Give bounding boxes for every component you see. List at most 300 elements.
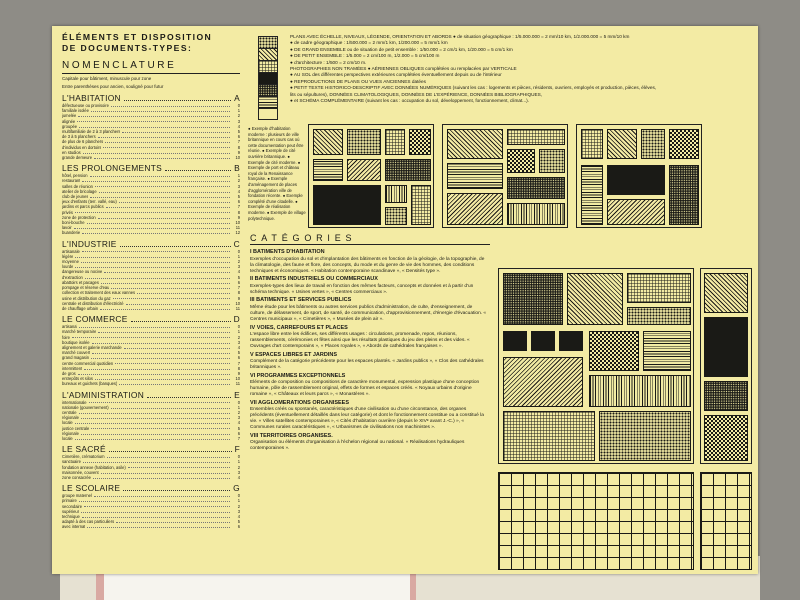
- row-number: 3: [237, 415, 240, 421]
- categories-list: [250, 248, 488, 452]
- row-number: 8: [237, 144, 240, 150]
- row-label: privés: [62, 209, 73, 215]
- dot-leader: [106, 204, 230, 208]
- dot-leader: [104, 269, 230, 273]
- diagram-block: [507, 129, 565, 145]
- section-heading: [62, 483, 240, 493]
- row-number: 1: [237, 173, 240, 179]
- row-number: 2: [237, 113, 240, 119]
- dot-leader: [147, 397, 231, 398]
- row-label: entrepôts et silos: [62, 376, 93, 382]
- row-number: 7: [237, 204, 240, 210]
- section-heading: [62, 239, 240, 249]
- section-name: LES PROLONGEMENTS: [62, 163, 163, 174]
- main-title-line2: DE DOCUMENTS-TYPES:: [62, 43, 193, 53]
- diagram-block: [607, 199, 665, 225]
- row-number: 6: [237, 279, 240, 285]
- row-number: 9: [237, 370, 240, 376]
- nomenclature-row: [62, 155, 240, 160]
- dot-leader: [90, 173, 231, 177]
- diagram-block: [313, 185, 381, 225]
- row-label: alignée: [62, 118, 76, 124]
- row-label: Cimetière, crématorium: [62, 454, 105, 460]
- section-name: LE COMMERCE: [62, 314, 128, 325]
- diagram-panel-1: [308, 124, 434, 228]
- legend-line: ● et SCHÉMA COMPLÉMENTAIRE (suivant les cas : occupation du sol, développement, fonctionnement, climat...).: [290, 98, 530, 104]
- section-name: LE SACRÉ: [62, 444, 106, 455]
- dot-leader: [87, 220, 230, 224]
- row-label: centrale et distribution d'électricité: [62, 300, 124, 306]
- row-number: 2: [237, 503, 240, 509]
- diagram-block: [581, 165, 603, 225]
- row-label: de plus de 6 planchers: [62, 139, 104, 145]
- row-label: régionale: [62, 415, 79, 421]
- diagram-block: [669, 129, 699, 159]
- row-number: 1: [237, 253, 240, 259]
- legend-line: lits ou sépultures), DONNÉES CLIMATOLOGIQUES, DONNÉES DE L'EXPÉRIENCE, DONNÉES BIBLIOGRAPHIQUES,: [290, 91, 543, 97]
- row-number: 7: [237, 360, 240, 366]
- diagram-block: [581, 129, 603, 159]
- row-number: 10: [235, 376, 240, 382]
- row-number: 6: [237, 355, 240, 361]
- dot-leader: [131, 321, 231, 322]
- row-number: 2: [237, 409, 240, 415]
- dot-leader: [101, 470, 230, 474]
- diagram-block: [447, 129, 503, 159]
- row-number: 0: [237, 324, 240, 330]
- dot-leader: [113, 296, 230, 300]
- legend-line: ● DE PETIT ENSEMBLE : 1/5.000 = 2 cm/100 m, 1/2.000 = 5 cm/100 m: [290, 53, 440, 59]
- legend-swatch: [259, 85, 277, 97]
- row-label: club de jeunes: [62, 194, 89, 200]
- diagram-panel-4: [498, 268, 694, 464]
- row-label: boni-bouche: [62, 220, 85, 226]
- legend-swatch: [259, 61, 277, 73]
- diagram-block: [507, 203, 565, 225]
- row-label: foire: [62, 334, 70, 340]
- dot-leader: [72, 335, 230, 339]
- row-label: centre commercial quotidien: [62, 360, 114, 366]
- row-label: internationale: [62, 399, 87, 405]
- row-label: atelier de bricolage: [62, 188, 97, 194]
- row-label: légère: [62, 253, 74, 259]
- row-label: sanctuaire: [62, 459, 81, 465]
- row-number: 6: [237, 199, 240, 205]
- diagram-block: [627, 307, 691, 325]
- category-heading: V ESPACES LIBRES ET JARDINS: [250, 351, 337, 358]
- diagram-block: [447, 163, 503, 189]
- section-heading: [62, 390, 240, 400]
- dot-leader: [79, 410, 230, 414]
- row-label: jumelée: [62, 113, 77, 119]
- row-number: 0: [237, 454, 240, 460]
- row-number: 5: [237, 129, 240, 135]
- row-number: 6: [237, 524, 240, 530]
- dot-leader: [90, 194, 230, 198]
- row-label: zone de protection: [62, 214, 96, 220]
- dot-leader: [120, 246, 231, 247]
- row-number: 4: [237, 344, 240, 350]
- row-number: 10: [235, 220, 240, 226]
- nomenclature-section: [62, 444, 240, 480]
- nomenclature-title: NOMENCLATURE: [62, 60, 240, 74]
- row-label: moyenne: [62, 259, 79, 265]
- dot-leader: [92, 350, 230, 354]
- row-number: 6: [237, 134, 240, 140]
- diagram-block: [627, 273, 691, 303]
- row-label: centrale: [62, 409, 77, 415]
- diagram-block: [607, 165, 665, 195]
- row-label: défectueuse ou provisoire: [62, 103, 109, 108]
- row-label: familiale isolée: [62, 108, 89, 114]
- category-heading: II BATIMENTS INDUSTRIELS OU COMMERCIAUX: [250, 276, 378, 283]
- row-number: 0: [237, 399, 240, 405]
- example-description: ● Exemple d'habitation moderne : plusieurs de ville britannique en cours cas où cette documentation peut être réunie. ● Exemple de cité ouvrière britannique. ● Exemple de cité moderne. ● Exemple de port et château royal de la Renaissance française. ● Exemple d'aménagement de places d'agglomération ville de fondation récente. ● Exemple complété d'une citadelle. ● Exemple de réalisation moderne. ● Exemple de village polytechnique.: [248, 126, 306, 221]
- row-number: 12: [235, 230, 240, 236]
- row-label: en studios: [62, 149, 81, 155]
- section-letter: C: [233, 238, 240, 249]
- legend-line: ● PETIT TEXTE HISTORICO-DESCRIPTIF AVEC DONNÉES NUMÉRIQUES (suivant les cas : logements et pièces, résidents, ouvriers, employés et production, pièces, élèves,: [290, 85, 657, 91]
- row-label: primaire: [62, 498, 77, 504]
- section-heading: [62, 444, 240, 454]
- row-label: marché temporaire: [62, 329, 97, 335]
- diagram-block: [559, 331, 583, 351]
- dot-leader: [115, 361, 230, 365]
- row-number: 5: [237, 350, 240, 356]
- dot-leader: [91, 426, 230, 430]
- row-label: artisanal: [62, 324, 78, 330]
- dot-leader: [100, 306, 230, 310]
- diagram-panel-3: [576, 124, 702, 228]
- row-number: 0: [237, 248, 240, 254]
- diagram-block: [704, 273, 748, 313]
- row-number: 2: [237, 334, 240, 340]
- diagram-block: [567, 273, 623, 325]
- row-number: 2: [237, 464, 240, 470]
- row-label: alignement et galerie marchande: [62, 344, 122, 350]
- dot-leader: [98, 215, 230, 219]
- diagram-block: [313, 159, 343, 181]
- row-label: boutique isolée: [62, 339, 90, 345]
- category-heading: I BATIMENTS D'HABITATION: [250, 249, 325, 256]
- dot-leader: [83, 459, 230, 463]
- categories-title: CATÉGORIES: [250, 232, 490, 245]
- legend-line: ● d'architecture : 1/500 = 2 cm/10 m.: [290, 59, 367, 65]
- diagram-block: [385, 129, 405, 155]
- row-number: 1: [237, 498, 240, 504]
- section-letter: B: [234, 163, 240, 174]
- dot-leader: [84, 366, 230, 370]
- dot-leader: [81, 415, 230, 419]
- category-description: Exemples d'occupation du sol et d'implantation des bâtiments en fonction de la géologie, de la topographie, de la climatologie, des faune et flore, des concepts, du mode et du genre de vie des hommes, des conditions techniques et économiques. « Habitation contemporaine scandinave », « Densités type ».: [250, 256, 485, 274]
- diagram-block: [385, 207, 407, 225]
- category-heading: IV VOIES, CARREFOURS ET PLACES: [250, 324, 348, 331]
- dot-leader: [87, 524, 230, 528]
- grid-diagram: [498, 472, 694, 570]
- dot-leader: [128, 465, 230, 469]
- dot-leader: [137, 290, 230, 294]
- grid-diagram: [700, 472, 752, 570]
- row-label: jardins et parcs publics: [62, 204, 104, 210]
- nomenclature-row: [62, 475, 240, 480]
- row-number: 8: [237, 365, 240, 371]
- diagram-block: [447, 193, 503, 225]
- row-label: salles de réunion: [62, 183, 93, 189]
- row-label: artisanale: [62, 248, 80, 254]
- diagram-block: [607, 129, 637, 159]
- row-label: avec internat: [62, 524, 86, 530]
- dot-leader: [92, 340, 230, 344]
- dot-leader: [79, 324, 230, 328]
- row-number: 5: [237, 519, 240, 525]
- legend-line: ● de cadre géographique : 1/500.000 = 2 mm/1 km, 1/200.000 = 5 mm/1 km: [290, 40, 448, 46]
- dot-leader: [75, 264, 230, 268]
- row-label: maisonnée, couvent: [62, 469, 99, 475]
- row-label: de 3 à 5 planchers: [62, 134, 96, 140]
- row-label: de chauffage urbain: [62, 305, 99, 311]
- diagram-block: [531, 331, 555, 351]
- section-heading: [62, 93, 240, 103]
- dot-leader: [119, 381, 230, 385]
- category-description: L'espace libre entre les édifices, ses différents usages : circulations, promenade, repos, réunions, rassemblements, cérémonies et fêtes ainsi que les résultats plastiques du jeu des pleins et des vides. « Ouvrages d'art contemporains », « Places royales », « Abords de cathédrales françaises ».: [250, 331, 470, 350]
- category-description: Organisation ou éléments d'organisation à l'échelon régional ou national. « Réalisations hydrauliques contemporaines ».: [250, 440, 465, 452]
- dot-leader: [83, 150, 230, 154]
- row-label: grande demeure: [62, 155, 93, 161]
- document-page: [52, 26, 758, 574]
- row-label: restaurant: [62, 178, 81, 184]
- row-number: 3: [237, 469, 240, 475]
- dot-leader: [79, 498, 230, 502]
- row-number: 4: [237, 188, 240, 194]
- row-number: 3: [237, 339, 240, 345]
- dot-leader: [111, 103, 230, 107]
- category-description: Complément de la catégorie précédente pour les espaces plantés. « Jardins publics », « Clos des cathédrales britanniques ».: [250, 359, 484, 371]
- row-number: 5: [237, 274, 240, 280]
- row-label: pompage et réserve d'eau: [62, 285, 110, 291]
- dot-leader: [77, 119, 230, 123]
- row-label: dangereuse ou nocive: [62, 269, 103, 275]
- section-letter: F: [234, 444, 240, 455]
- dot-leader: [95, 184, 230, 188]
- dot-leader: [124, 100, 231, 101]
- row-number: 4: [237, 514, 240, 519]
- legend-line: ● DE GRAND ENSEMBLE ou de situation de petit ensemble : 1/50.000 = 2 cm/1 km, 1/20.000 = 5 cm/1 km: [290, 46, 513, 52]
- row-number: 0: [237, 103, 240, 108]
- dot-leader: [119, 199, 230, 203]
- nomenclature-column: [62, 32, 240, 530]
- section-letter: D: [233, 314, 240, 325]
- dot-leader: [82, 249, 230, 253]
- row-number: 4: [237, 474, 240, 480]
- diagram-block: [503, 273, 563, 325]
- dot-leader: [126, 301, 230, 305]
- row-number: 8: [237, 290, 240, 296]
- diagram-block: [641, 129, 665, 159]
- row-number: 7: [237, 435, 240, 441]
- dot-leader: [78, 113, 230, 117]
- row-label: technique: [62, 514, 80, 519]
- section-letter: G: [233, 483, 240, 494]
- row-label: de gros: [62, 370, 76, 376]
- row-number: 1: [237, 404, 240, 410]
- legend-swatch: [259, 37, 277, 49]
- dot-leader: [75, 436, 230, 440]
- dot-leader: [78, 371, 230, 375]
- dot-leader: [81, 509, 230, 513]
- dot-leader: [79, 124, 230, 128]
- dot-leader: [89, 400, 230, 404]
- row-label: jeux d'enfants (terr. vallé, eau): [62, 199, 117, 205]
- category-heading: VI PROGRAMMES EXCEPTIONNELS: [250, 372, 346, 379]
- row-label: lourde: [62, 264, 74, 270]
- row-number: 3: [237, 508, 240, 514]
- main-title-line1: ÉLÉMENTS ET DISPOSITION: [62, 32, 213, 42]
- row-number: 4: [237, 269, 240, 275]
- dot-leader: [105, 139, 230, 143]
- section-name: L'HABITATION: [62, 93, 121, 103]
- row-number: 3: [237, 118, 240, 124]
- dot-leader: [116, 519, 230, 523]
- nomenclature-section: [62, 163, 240, 235]
- dot-leader: [111, 405, 230, 409]
- dot-leader: [82, 230, 230, 234]
- row-number: 7: [237, 139, 240, 145]
- category-heading: VII AGGLOMERATIONS ORGANISEES: [250, 399, 350, 406]
- dot-leader: [91, 355, 230, 359]
- section-heading: [62, 163, 240, 173]
- dot-leader: [95, 376, 230, 380]
- dot-leader: [94, 155, 230, 159]
- section-name: LE SCOLAIRE: [62, 483, 121, 494]
- row-number: 10: [235, 300, 240, 306]
- diagram-panel-2: [442, 124, 568, 228]
- nomenclature-section: [62, 239, 240, 311]
- diagram-panel-5: [700, 268, 752, 464]
- dot-leader: [123, 490, 230, 491]
- nomenclature-note: Entre parenthèses pour ancien, souligné pour futur: [62, 84, 164, 89]
- row-number: 0: [237, 493, 240, 499]
- row-label: abattoirs et pacages: [62, 279, 99, 285]
- dot-leader: [98, 134, 230, 138]
- row-number: 1: [237, 108, 240, 114]
- diagram-block: [704, 415, 748, 461]
- nomenclature-section: [62, 314, 240, 386]
- row-label: collection et traitement des eaux vannes: [62, 290, 136, 296]
- row-number: 1: [237, 459, 240, 465]
- row-label: bureaux et guichets (banques): [62, 381, 118, 387]
- row-number: 8: [237, 209, 240, 215]
- nomenclature-row: [62, 306, 240, 311]
- row-label: nationale (gouvernement): [62, 404, 109, 410]
- dot-leader: [75, 254, 230, 258]
- nomenclature-row: [62, 230, 240, 235]
- row-label: secondaire: [62, 503, 83, 509]
- category-description: Même étude pour les bâtiments ou autres services publics d'administration, de culte, d'enseignement, de culture, de délassement, de sport, de santé, de communication, d'approvisionnement, d'énergie d'évacuation. « Centres municipaux », « Cimetières », « Musées de plein air ».: [250, 304, 487, 323]
- row-label: zone consacrée: [62, 474, 91, 480]
- row-label: intermittent: [62, 365, 83, 371]
- dot-leader: [109, 451, 232, 452]
- dot-leader: [94, 493, 230, 497]
- row-number: 2: [237, 178, 240, 184]
- diagram-block: [507, 149, 535, 173]
- nomenclature-sections: [62, 93, 240, 530]
- diagram-block: [503, 357, 583, 407]
- category-description: Eléments de composition ou compositions de caractère monumental, expression plastique d'une conception humaine, pôle de rassemblement original, effets de formes et espaces créés. « Noyaux urbains d'origine romaine », « Châteaux et leurs parcs », « Monastères ».: [250, 380, 480, 398]
- diagram-block: [589, 331, 639, 371]
- section-letter: A: [234, 93, 240, 103]
- row-number: 9: [237, 214, 240, 220]
- row-label: d'extraction: [62, 274, 83, 280]
- row-number: 6: [237, 430, 240, 436]
- row-label: supérieur: [62, 508, 80, 514]
- row-label: régionale: [62, 430, 79, 436]
- diagram-block: [347, 159, 381, 181]
- diagram-block: [409, 129, 431, 155]
- row-label: marché couvert: [62, 350, 91, 356]
- row-label: adapté à des cas particuliers: [62, 519, 115, 525]
- category-description: Ensembles créés ou spontanés, caractéristiques d'une civilisation ou d'une circonstance, des organes précédents (éventuellement détaillés dans leur catégorie) et dont le fonctionnement constitue ou a constitué la vie. « Villes satellites contemporaines », « Cités d'habitation ouvrière (depuis le XIVᵉ avant J.-C.) », « Communes rurales caractéristiques », « Urbanismes de civilisations non machinistes ».: [250, 407, 484, 431]
- dot-leader: [93, 475, 230, 479]
- diagram-block: [507, 177, 565, 199]
- diagram-block: [539, 149, 565, 173]
- diagram-block: [643, 331, 691, 371]
- category-heading: III BATIMENTS ET SERVICES PUBLICS: [250, 297, 352, 304]
- row-number: 10: [235, 155, 240, 161]
- row-label: groupée: [62, 123, 78, 129]
- row-label: locale: [62, 420, 73, 426]
- nomenclature-row: [62, 436, 240, 441]
- dot-leader: [99, 189, 230, 193]
- legend-line: ● AU SOL des différentes perspectives extérieures complétées éventuellement depuis ou de l'intérieur: [290, 72, 502, 78]
- row-number: 4: [237, 123, 240, 129]
- row-number: 3: [237, 183, 240, 189]
- legend-swatch-column: [258, 36, 278, 120]
- nomenclature-section: [62, 483, 240, 529]
- legend-line: PLANS AVEC ÉCHELLE, NIVEAUX, LÉGENDE, ORIENTATION ET ABORDS ● de situation géographique : 1/5.000.000 = 2 mm/10 km, 1/2.000.000 = 5 mm/10 km: [290, 34, 630, 39]
- row-number: 3: [237, 264, 240, 270]
- section-name: L'INDUSTRIE: [62, 238, 117, 249]
- diagram-block: [503, 331, 527, 351]
- row-number: 9: [237, 149, 240, 155]
- dot-leader: [82, 514, 230, 518]
- row-number: 5: [237, 194, 240, 200]
- dot-leader: [82, 178, 230, 182]
- section-heading: [62, 314, 240, 324]
- dot-leader: [165, 170, 231, 171]
- row-label: fondation annexe (habitation, asile): [62, 464, 126, 470]
- dot-leader: [91, 108, 230, 112]
- diagram-block: [313, 129, 343, 155]
- dot-leader: [124, 345, 230, 349]
- diagram-block: [704, 317, 748, 377]
- category-heading: VIII TERRITOIRES ORGANISES.: [250, 432, 333, 439]
- diagram-block: [347, 129, 381, 155]
- row-number: 2: [237, 259, 240, 265]
- dot-leader: [107, 454, 230, 458]
- legend-text: [290, 34, 750, 104]
- dot-leader: [81, 431, 230, 435]
- nomenclature-section: [62, 93, 240, 160]
- dot-leader: [81, 259, 230, 263]
- dot-leader: [75, 210, 230, 214]
- row-number: 4: [237, 420, 240, 426]
- nomenclature-note: Capitale pour bâtiment, minuscule pour zone: [62, 76, 152, 81]
- row-number: 11: [235, 225, 240, 231]
- row-number: 11: [235, 305, 240, 311]
- nomenclature-row: [62, 381, 240, 386]
- row-number: 1: [237, 329, 240, 335]
- legend-swatch: [259, 97, 277, 109]
